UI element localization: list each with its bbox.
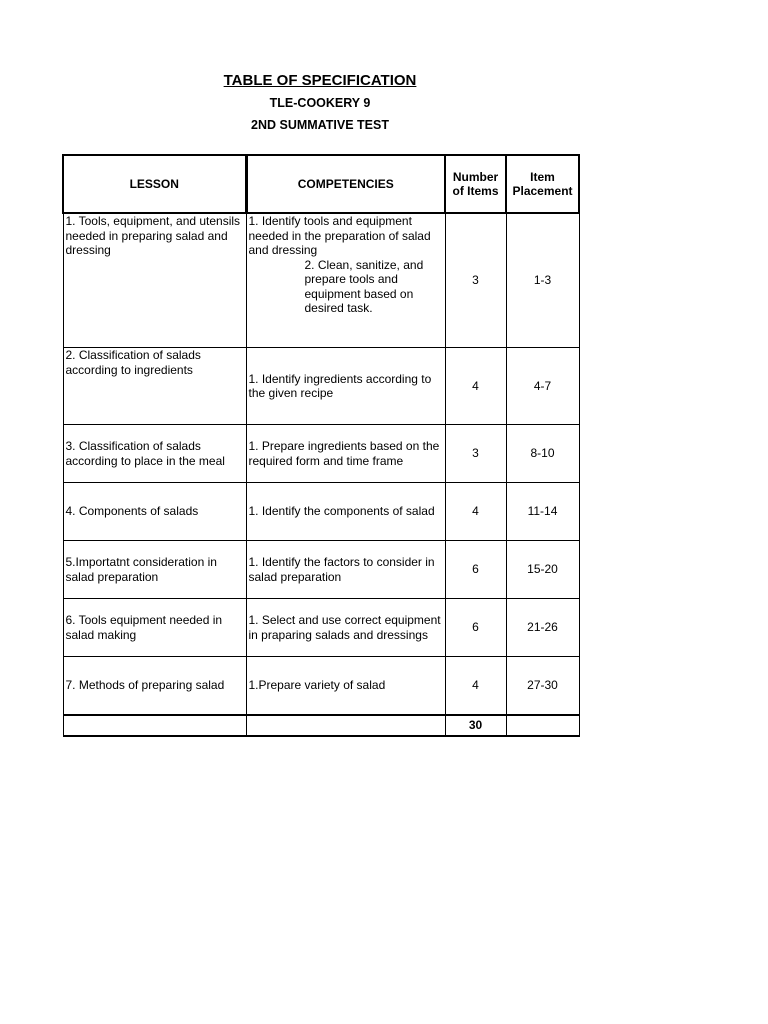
lesson-cell: 5.Importatnt consideration in salad preparation xyxy=(63,541,246,599)
competency-text-2: 2. Clean, sanitize, and prepare tools and equipment based on desired task. xyxy=(304,257,424,315)
placement-cell: 15-20 xyxy=(506,541,579,599)
competency-cell: 1. Identify the factors to consider in salad preparation xyxy=(246,541,445,599)
items-cell: 3 xyxy=(445,213,506,348)
lesson-cell: 2. Classification of salads according to ingredients xyxy=(63,348,246,425)
lesson-cell: 3. Classification of salads according to place in the meal xyxy=(63,425,246,483)
items-cell: 4 xyxy=(445,657,506,716)
column-header-lesson: LESSON xyxy=(63,155,246,213)
items-cell: 4 xyxy=(445,483,506,541)
subject-title: TLE-COOKERY 9 xyxy=(269,96,371,110)
lesson-cell: 4. Components of salads xyxy=(63,483,246,541)
items-cell: 6 xyxy=(445,541,506,599)
table-row xyxy=(63,541,579,599)
table-row xyxy=(63,657,579,716)
total-row xyxy=(63,715,579,736)
placement-cell: 4-7 xyxy=(506,348,579,425)
competency-text: 1. Identify tools and equipment needed in the preparation of salad and dressing xyxy=(248,214,431,257)
table-header-row xyxy=(63,155,579,213)
placement-cell: 11-14 xyxy=(506,483,579,541)
specification-table xyxy=(62,154,580,737)
total-empty-competency xyxy=(246,715,445,736)
items-cell: 3 xyxy=(445,425,506,483)
competency-cell: 1. Identify the components of salad xyxy=(246,483,445,541)
table-row xyxy=(63,348,579,425)
competency-cell: 1. Identify ingredients according to the given recipe xyxy=(246,348,445,425)
total-items-cell: 30 xyxy=(445,715,506,736)
placement-cell: 1-3 xyxy=(506,213,579,348)
placement-cell: 21-26 xyxy=(506,599,579,657)
table-row xyxy=(63,599,579,657)
total-empty-lesson xyxy=(63,715,246,736)
lesson-cell: 6. Tools equipment needed in salad making xyxy=(63,599,246,657)
lesson-cell: 7. Methods of preparing salad xyxy=(63,657,246,716)
competency-cell: 1. Select and use correct equipment in praparing salads and dressings xyxy=(246,599,445,657)
table-row xyxy=(63,213,579,348)
document-title: TABLE OF SPECIFICATION xyxy=(223,72,417,89)
lesson-cell: 1. Tools, equipment, and utensils needed in preparing salad and dressing xyxy=(63,213,246,348)
items-cell: 6 xyxy=(445,599,506,657)
column-header-item-placement: Item Placement xyxy=(506,155,579,213)
column-header-competencies: COMPETENCIES xyxy=(246,155,445,213)
test-title: 2ND SUMMATIVE TEST xyxy=(251,118,389,132)
placement-cell: 27-30 xyxy=(506,657,579,716)
total-empty-placement xyxy=(506,715,579,736)
competency-cell: 1. Prepare ingredients based on the required form and time frame xyxy=(246,425,445,483)
column-header-number-of-items: Number of Items xyxy=(445,155,506,213)
items-cell: 4 xyxy=(445,348,506,425)
competency-cell: 1.Prepare variety of salad xyxy=(246,657,445,716)
table-row xyxy=(63,483,579,541)
table-row xyxy=(63,425,579,483)
placement-cell: 8-10 xyxy=(506,425,579,483)
competency-cell xyxy=(246,213,445,348)
